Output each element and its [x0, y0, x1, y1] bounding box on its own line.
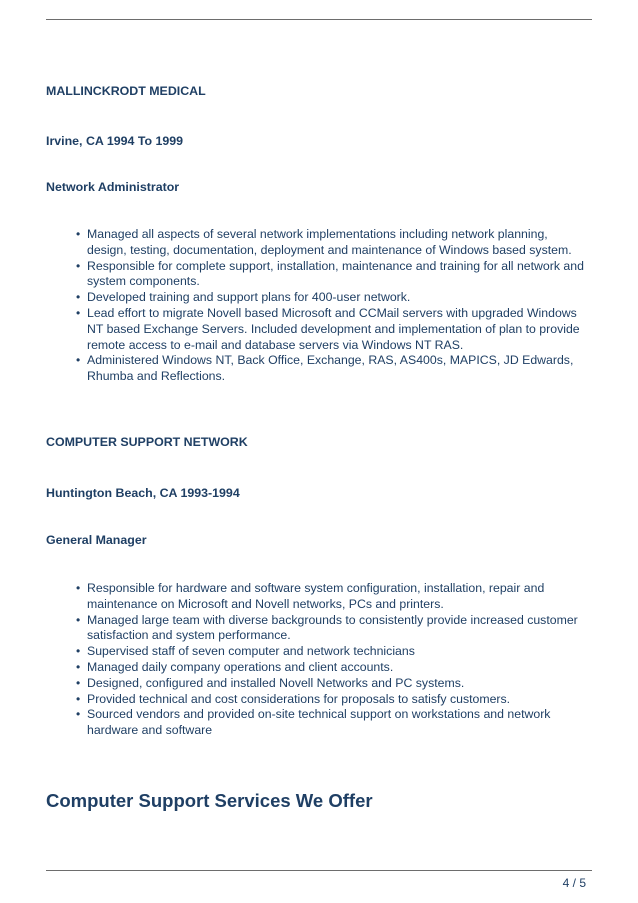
list-item: • Developed training and support plans for 400-user network. [76, 290, 411, 305]
list-item: • Responsible for hardware and software system configuration, installation, repair and maintenance on Microsoft and Novell networks, PCs and printers. [76, 581, 545, 611]
list-item: • Responsible for complete support, installation, maintenance and training for all network and system components. [76, 258, 584, 289]
top-rule [46, 19, 592, 20]
bullet-icon: • [76, 675, 81, 690]
bullet-icon: • [76, 305, 81, 320]
list-item: • Supervised staff of seven computer and network technicians [76, 644, 415, 659]
bullet-icon: • [76, 691, 81, 706]
bullet-icon: • [76, 227, 81, 241]
bullet-icon: • [76, 353, 81, 368]
job-title: General Manager [46, 533, 147, 547]
list-item: • Administered Windows NT, Back Office, Exchange, RAS, AS400s, MAPICS, JD Edwards, Rhumba and Reflections. [76, 353, 574, 384]
company-name: COMPUTER SUPPORT NETWORK [46, 435, 248, 449]
list-item: • Managed large team with diverse backgrounds to consistently provide increased customer satisfaction and system performance. [76, 612, 578, 643]
page-number: 4 / 5 [562, 876, 586, 890]
company-name: MALLINCKRODT MEDICAL [46, 84, 206, 98]
bullet-icon: • [76, 644, 81, 659]
bottom-rule [46, 870, 592, 871]
bullet-icon: • [76, 581, 81, 595]
bullet-icon: • [76, 290, 81, 305]
bullet-icon: • [76, 707, 81, 722]
list-item: • Designed, configured and installed Novell Networks and PC systems. [76, 675, 465, 690]
duties-list [76, 581, 587, 739]
job-location-dates: Huntington Beach, CA 1993-1994 [46, 486, 240, 500]
bullet-icon: • [76, 612, 81, 627]
list-item: • Provided technical and cost considerations for proposals to satisfy customers. [76, 691, 511, 706]
list-item: • Sourced vendors and provided on-site technical support on workstations and network hardware and software [76, 707, 551, 738]
list-item: • Lead effort to migrate Novell based Microsoft and CCMail servers with upgraded Windows NT based Exchange Servers. Included development and implementation of plan to provide remote access to e-mail and database servers via Windows NT RAS. [76, 305, 580, 352]
bullet-icon: • [76, 258, 81, 273]
list-item: • Managed daily company operations and client accounts. [76, 659, 394, 674]
job-location-dates: Irvine, CA 1994 To 1999 [46, 134, 184, 148]
services-heading: Computer Support Services We Offer [46, 790, 373, 811]
bullet-icon: • [76, 659, 81, 674]
list-item: • Managed all aspects of several network implementations including network planning, design, testing, documentation, deployment and maintenance of Windows based system. [76, 227, 572, 257]
job-title: Network Administrator [46, 180, 180, 194]
duties-list [76, 227, 587, 385]
